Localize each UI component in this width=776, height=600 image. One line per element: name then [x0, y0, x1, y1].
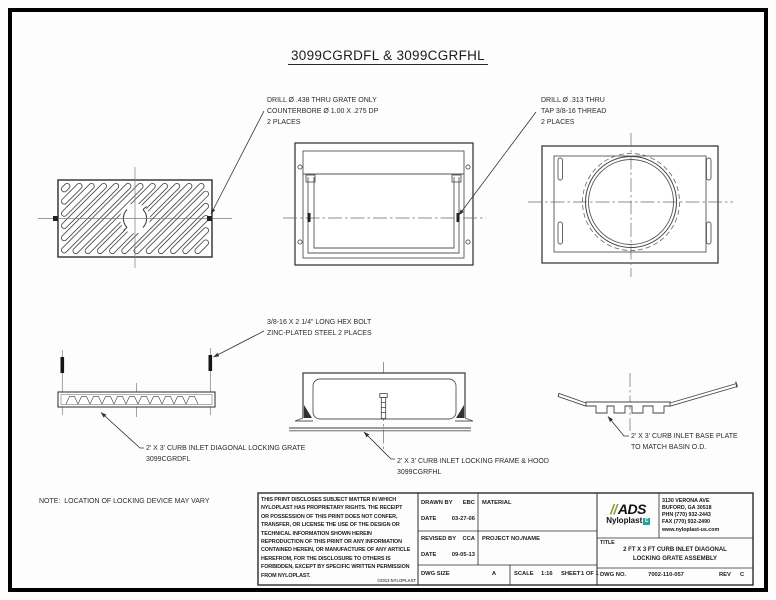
- date-label: DATE: [421, 516, 437, 522]
- callout-line: 3/8-16 X 2 1/4" LONG HEX BOLT: [267, 319, 372, 326]
- nyloplast-logo-text: Nyloplast: [606, 516, 643, 525]
- callout-line: COUNTERBORE Ø 1.00 X .275 DP: [267, 108, 379, 116]
- rev-label: REV: [719, 572, 731, 578]
- label-line: 2' X 3' CURB INLET DIAGONAL LOCKING GRATE: [146, 445, 306, 452]
- proprietary-disclaimer: THIS PRINT DISCLOSES SUBJECT MATTER IN WHICH NYLOPLAST HAS PROPRIETARY RIGHTS. THE RECEIPT OR POSSESSION OF THIS PRINT DOES NOT CONFER, TRANSFER, OR LICENSE THE USE OF THE DESIGN OR TECHNICAL INFORMATION SHOWN HEREIN REPRODUCTION OF THIS PRINT OR ANY INFORMATION CONTAINED HEREIN, OR MANUFACTURE OF ANY ARTICLE HEREFROM, FOR THE DISCLOSURE TO OTHERS IS FORBIDDEN, EXCEPT BY SPECIFIC WRITTEN PERMISSION FROM NYLOPLAST.: [261, 497, 411, 578]
- copyright: ©2013 NYLOPLAST: [377, 577, 416, 583]
- frame-hood-section-view: [289, 362, 473, 452]
- scale-value: 1:16: [541, 571, 553, 577]
- label-line: 2' X 3' CURB INLET BASE PLATE: [631, 433, 738, 440]
- dwg-size-value: A: [491, 571, 497, 577]
- lock-marker-right: [207, 216, 212, 221]
- callout-line: 2 PLACES: [541, 119, 575, 127]
- address-line: 3130 VERONA AVE: [662, 497, 710, 504]
- revised-by-value: CCA: [462, 536, 475, 542]
- dwg-size-label: DWG SIZE: [421, 571, 450, 577]
- sheet-label: SHEET: [561, 571, 581, 577]
- label-line: TO MATCH BASIN O.D.: [631, 444, 707, 452]
- label-base-plate: [631, 431, 738, 453]
- label-line: 3099CGRDFL: [146, 456, 191, 464]
- date-label: DATE: [421, 552, 437, 558]
- lock-marker-left: [53, 216, 58, 221]
- title-label: TITLE: [600, 540, 615, 546]
- website-link: www.nyloplast-us.com: [662, 526, 720, 533]
- drawn-by-label: DRAWN BY: [421, 500, 453, 506]
- frame-hood-plan-view: [283, 143, 486, 265]
- dwg-no-value: 7002-110-057: [648, 572, 684, 578]
- date-value: 03-27-06: [451, 516, 475, 522]
- callout-line: 2 PLACES: [267, 119, 301, 127]
- base-plate-plan-view: [528, 133, 733, 277]
- date-value: 09-05-13: [451, 552, 475, 558]
- grate-plan-view: [38, 167, 232, 268]
- callout-line: TAP 3/8-16 THREAD: [541, 108, 607, 116]
- revised-by-label: REVISED BY: [421, 536, 457, 542]
- rev-value: C: [740, 572, 745, 578]
- grate-profile-view: [58, 348, 215, 417]
- address-line: FAX (770) 932-2490: [662, 519, 710, 526]
- label-grate: [146, 443, 305, 465]
- callout-drill-grate: [267, 95, 378, 129]
- hex-bolt-right: [209, 355, 213, 371]
- ads-nyloplast-logo: [599, 502, 657, 525]
- callout-line: DRILL Ø .313 THRU: [541, 97, 605, 104]
- callout-drill-tap: [541, 95, 606, 129]
- label-frame-hood: [397, 456, 549, 478]
- callout-line: ZINC-PLATED STEEL 2 PLACES: [267, 330, 372, 338]
- callout-line: DRILL Ø .438 THRU GRATE ONLY: [267, 97, 377, 104]
- drawing-title-line: LOCKING GRATE ASSEMBLY: [632, 556, 718, 562]
- label-line: 3099CGRFHL: [397, 469, 442, 477]
- drawing-title-line: 2 FT X 3 FT CURB INLET DIAGONAL: [623, 547, 727, 553]
- ads-logo-slashes: //: [610, 501, 617, 517]
- dwg-no-label: DWG NO.: [600, 572, 627, 578]
- base-plate-section-view: [558, 373, 737, 431]
- nyloplast-logo-mark: C: [644, 518, 649, 524]
- material-label: MATERIAL: [482, 500, 512, 506]
- hex-bolt-left: [61, 357, 65, 373]
- note: NOTE: LOCATION OF LOCKING DEVICE MAY VARY: [39, 498, 210, 505]
- ads-logo-text: ADS: [617, 501, 646, 517]
- page-title: 3099CGRDFL & 3099CGRFHL: [0, 48, 776, 63]
- callout-hex-bolt: [267, 317, 372, 339]
- drawn-by-value: EBC: [462, 500, 475, 506]
- address-line: PHN (770) 932-2443: [662, 512, 711, 519]
- sheet-value: 1 OF 1: [581, 571, 599, 577]
- project-label: PROJECT NO./NAME: [482, 536, 540, 542]
- label-line: 2' X 3' CURB INLET LOCKING FRAME & HOOD: [397, 458, 549, 465]
- address-line: BUFORD, GA 30518: [662, 504, 712, 511]
- scale-label: SCALE: [514, 571, 534, 577]
